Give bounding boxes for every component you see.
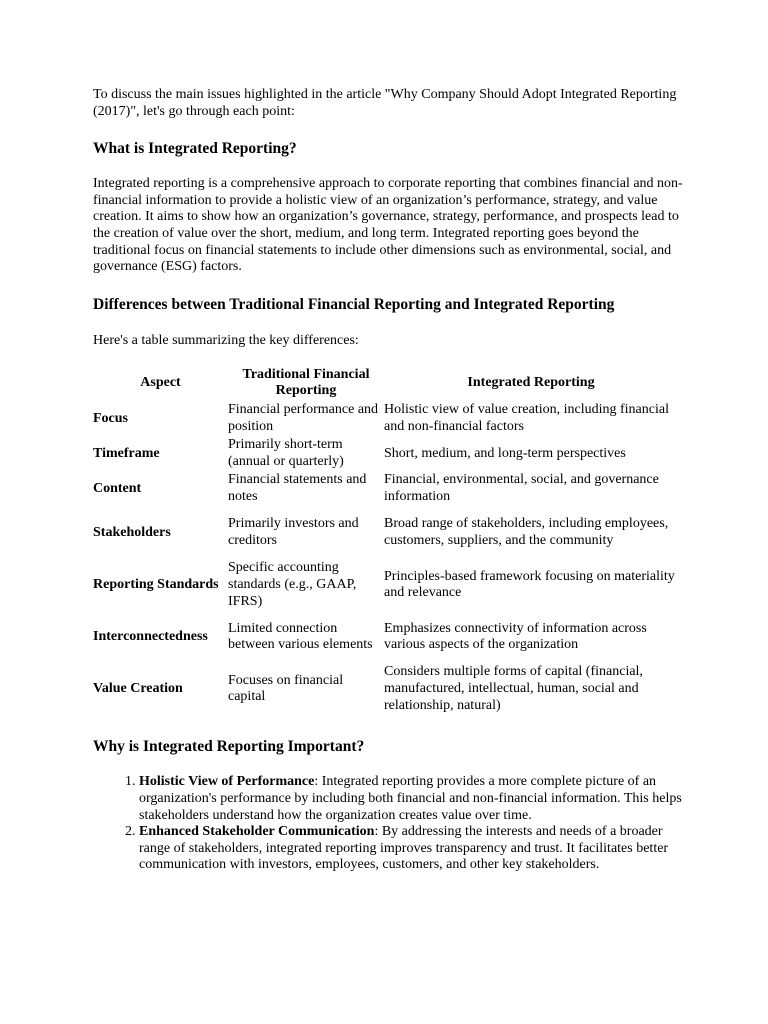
table-header-integrated: Integrated Reporting bbox=[467, 375, 595, 391]
table-cell-aspect: Reporting Standards bbox=[93, 577, 219, 593]
table-cell-traditional: Primarily short-term (annual or quarterly) bbox=[228, 437, 344, 469]
reasons-list bbox=[93, 774, 683, 874]
table-cell-aspect: Timeframe bbox=[93, 445, 160, 461]
paragraph-what-is-integrated-reporting: Integrated reporting is a comprehensive approach to corporate reporting that combines financial and non-financial information to provide a holistic view of an organization’s performance, strategy, and value creation. It aims to show how an organization’s governance, strategy, performance, and prospects lead to the creation of value over the short, medium, and long term. Integrated reporting goes beyond the traditional focus on financial statements to include other dimensions such as environmental, social, and governance (ESG) factors. bbox=[93, 176, 683, 275]
list-item-title: Enhanced Stakeholder Communication bbox=[139, 824, 375, 840]
table-cell-integrated: Financial, environmental, social, and governance information bbox=[384, 472, 659, 504]
table-header-aspect: Aspect bbox=[140, 375, 181, 391]
table-cell-integrated: Emphasizes connectivity of information across various aspects of the organization bbox=[384, 620, 647, 653]
table-cell-integrated: Holistic view of value creation, including financial and non-financial factors bbox=[384, 402, 669, 434]
list-item-text: : By addressing the interests and needs of a broader range of stakeholders, integrated reporting improves transparency and trust. It facilitates better communication with investors, employees, customers, and other key stakeholders. bbox=[139, 824, 669, 873]
table-row bbox=[93, 401, 678, 436]
list-item bbox=[139, 774, 683, 824]
table-cell-aspect: Interconnectedness bbox=[93, 629, 208, 645]
table-cell-integrated: Principles-based framework focusing on materiality and relevance bbox=[384, 568, 675, 601]
table-header-row bbox=[93, 365, 678, 401]
table-row bbox=[93, 663, 678, 715]
table-cell-traditional: Financial statements and notes bbox=[228, 472, 367, 504]
table-cell-aspect: Value Creation bbox=[93, 681, 183, 697]
table-cell-traditional: Focuses on financial capital bbox=[228, 672, 344, 705]
intro-paragraph: To discuss the main issues highlighted in the article "Why Company Should Adopt Integrated Reporting (2017)", let's go through each point: bbox=[93, 87, 677, 119]
table-row bbox=[93, 436, 678, 471]
table-row bbox=[93, 506, 678, 559]
table-cell-traditional: Limited connection between various elements bbox=[228, 620, 373, 653]
document-page bbox=[93, 87, 683, 874]
heading-what-is-integrated-reporting: What is Integrated Reporting? bbox=[93, 140, 297, 158]
table-row bbox=[93, 471, 678, 506]
table-cell-integrated: Short, medium, and long-term perspectives bbox=[384, 445, 626, 461]
table-cell-integrated: Broad range of stakeholders, including employees, customers, suppliers, and the community bbox=[384, 516, 669, 548]
table-cell-traditional: Specific accounting standards (e.g., GAAP, IFRS) bbox=[228, 560, 357, 609]
table-cell-integrated: Considers multiple forms of capital (financial, manufactured, intellectual, human, social and relationship, natural) bbox=[384, 664, 643, 713]
table-cell-aspect: Focus bbox=[93, 410, 128, 426]
table-cell-traditional: Financial performance and position bbox=[228, 402, 379, 434]
list-item bbox=[139, 824, 683, 874]
table-header-traditional: Traditional Financial Reporting bbox=[242, 366, 370, 399]
heading-differences: Differences between Traditional Financial Reporting and Integrated Reporting bbox=[93, 295, 615, 313]
list-item-text: : Integrated reporting provides a more complete picture of an organization's performance by including both financial and non-financial information. This helps stakeholders understand how the organization creates value over time. bbox=[139, 774, 682, 823]
table-row bbox=[93, 559, 678, 611]
table-cell-aspect: Content bbox=[93, 480, 142, 496]
table-intro-paragraph: Here's a table summarizing the key differences: bbox=[93, 332, 359, 348]
heading-why-important: Why is Integrated Reporting Important? bbox=[93, 738, 365, 756]
list-item-title: Holistic View of Performance bbox=[139, 774, 315, 790]
table-cell-aspect: Stakeholders bbox=[93, 524, 171, 540]
table-row bbox=[93, 611, 678, 663]
differences-table bbox=[93, 365, 678, 715]
table-cell-traditional: Primarily investors and creditors bbox=[228, 516, 359, 548]
